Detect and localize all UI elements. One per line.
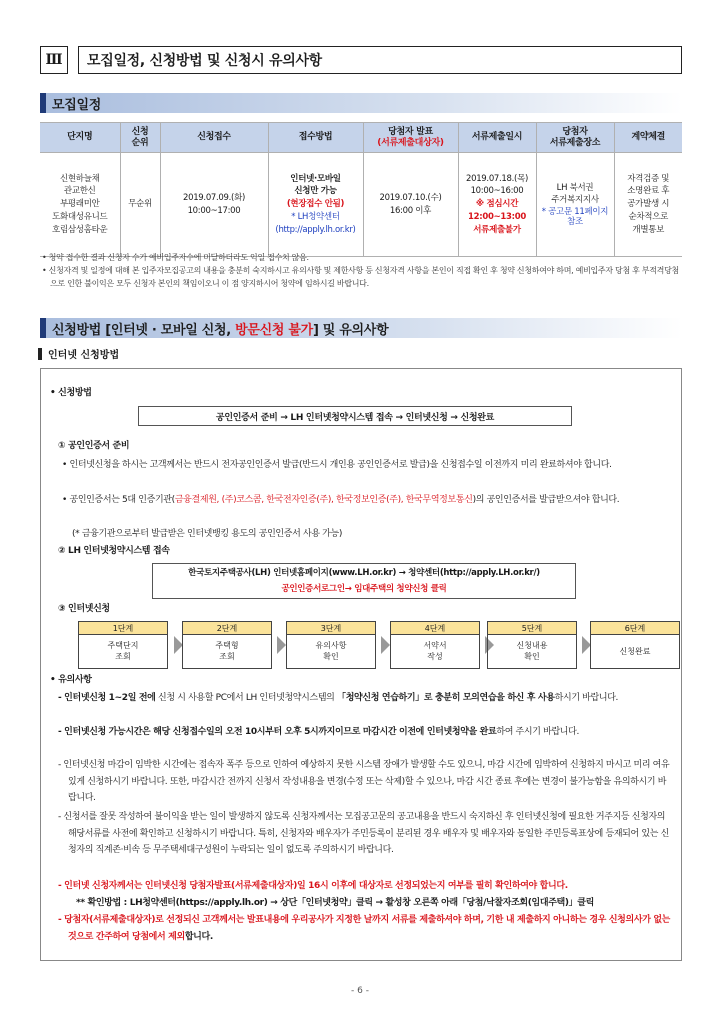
th-apply-period: 신청접수 xyxy=(160,123,268,153)
step-2 xyxy=(182,621,272,669)
online-title-text: 인터넷 신청방법 xyxy=(48,350,120,361)
th-docs-date: 서류제출일시 xyxy=(458,123,536,153)
lh-access-line2: 공인인증서로그인→ 임대주택의 청약신청 클릭 xyxy=(281,584,447,594)
method-heading xyxy=(46,319,388,338)
caution-7-red: - 당첨자(서류제출대상자)로 선정되신 고객께서는 발표내용에 우리공사가 지정한 날까지 서류를 제출하셔야 하며, 기한 내 제출하지 아니하는 경우 신청의사가 없는 것으로 간주하여 당첨에서 제외 xyxy=(58,915,671,942)
arrow-right-icon xyxy=(381,636,390,654)
step-5-body: 신청내용 확인 xyxy=(516,641,548,661)
docs-date-line3: 서류제출불가 xyxy=(473,224,521,235)
th-winner-line1: 당첨자 발표 xyxy=(388,127,433,138)
cert-para-1: • 인터넷신청을 하시는 고객께서는 반드시 전자공인인증서 발급(반드시 개인용 공인인증서로 발급)을 신청접수일 이전까지 미리 완료하셔야 합니다. xyxy=(62,460,612,470)
schedule-heading: 모집일정 xyxy=(52,97,102,113)
method-heading-part2: 방문신청 불가 xyxy=(235,322,313,338)
caution-1-bold: - 인터넷신청 1~2일 전에 xyxy=(58,693,156,703)
th-apply-method: 접수방법 xyxy=(268,123,363,153)
caution-2-bold: - 인터넷신청 가능시간은 해당 신청접수일의 오전 10시부터 오후 5시까지이므로 마감시간 이전에 인터넷청약을 완료 xyxy=(58,727,497,737)
step-6-head: 6단계 xyxy=(591,622,679,635)
step-4-body: 서약서 작성 xyxy=(423,641,447,661)
th-order: 신청 순위 xyxy=(120,123,160,153)
method-heading-bar xyxy=(40,318,682,338)
caution-1 xyxy=(58,690,674,707)
cert-para-2 xyxy=(62,492,674,509)
section-title: 모집일정, 신청방법 및 신청시 유의사항 xyxy=(78,46,682,74)
method-line2: (현장접수 안됨) xyxy=(286,199,345,210)
docs-date-line2: ※ 점심시간 12:00~13:00 xyxy=(468,199,526,222)
cell-contract: 자격검증 및 소명완료 후 공가발생 시 순차적으로 개별통보 xyxy=(614,153,682,257)
cert-p2-b: )의 공인인증서를 발급받으셔야 합니다. xyxy=(472,495,620,505)
table-row xyxy=(40,153,682,257)
step-1 xyxy=(78,621,168,669)
docs-date-line1: 2019.07.18.(목) 10:00~16:00 xyxy=(465,173,528,197)
method-line1: 인터넷·모바일 신청만 가능 xyxy=(290,173,341,197)
schedule-notes xyxy=(40,252,682,290)
method-heading-part1: 신청방법 [인터넷 · 모바일 신청, xyxy=(52,322,236,338)
th-contract: 계약체결 xyxy=(614,123,682,153)
caution-2-b: 하여 주시기 바랍니다. xyxy=(496,727,579,737)
caution-7 xyxy=(58,912,674,945)
step-5-head: 5단계 xyxy=(488,622,576,635)
apply-flow-box: 공인인증서 준비 → LH 인터넷청약시스템 접속 → 인터넷신청 → 신청완료 xyxy=(138,406,572,426)
method-heading-part3: ] 및 유의사항 xyxy=(312,322,389,338)
step-title: ③ 인터넷신청 xyxy=(58,604,110,614)
cell-docs-date xyxy=(458,153,536,257)
lh-access-box xyxy=(152,563,576,599)
step-5 xyxy=(487,621,577,669)
cell-apply-period: 2019.07.09.(화) 10:00~17:00 xyxy=(160,153,268,257)
caution-5: - 인터넷 신청자께서는 인터넷신청 당첨자발표(서류제출대상자)일 16시 이후에 대상자로 선정되었는지 여부를 필히 확인하여야 합니다. xyxy=(58,881,568,891)
cert-para-3: (* 금융기관으로부터 발급받은 인터넷뱅킹 용도의 공인인증서 사용 가능) xyxy=(72,529,343,539)
th-docs-place: 당첨자 서류제출장소 xyxy=(536,123,614,153)
online-method-title xyxy=(38,346,119,361)
cell-docs-place xyxy=(536,153,614,257)
cell-winner: 2019.07.10.(수) 16:00 이후 xyxy=(363,153,458,257)
table-header-row xyxy=(40,123,682,153)
th-complex: 단지명 xyxy=(40,123,120,153)
caution-7-b: 합니다. xyxy=(184,931,213,942)
step-3 xyxy=(286,621,376,669)
caution-3: - 인터넷신청 마감이 임박한 시간에는 접속자 폭주 등으로 인하여 예상하지 못한 시스템 장애가 발생할 수도 있으니, 마감 시간에 임박하여 신청하지 마시고 미리 여유 있게 신청하시기 바랍니다. 또한, 마감시간 전까지 신청서 작성내용을 변경(수정 또는 삭제)할 수 있으나, 마감 시간 종료 후에는 변경이 불가능함을 유의하시기 바랍니다. xyxy=(58,760,670,804)
page-number: - 6 - xyxy=(351,986,369,996)
caution-6: ** 확인방법 : LH청약센터(https://apply.lh.or) → 상단「인터넷청약」클릭 → 활성창 오른쪽 아래「당첨/낙찰자조회(임대주택)」클릭 xyxy=(76,898,594,908)
place-line2: * 공고문 11페이지 참조 xyxy=(541,207,609,228)
step-2-body: 주택형 조회 xyxy=(215,641,239,661)
th-winner xyxy=(363,123,458,153)
cert-p2-a: • 공인인증서는 5대 인증기관( xyxy=(62,495,175,505)
cert-title: ① 공인인증서 준비 xyxy=(58,441,130,451)
cell-apply-method xyxy=(268,153,363,257)
step-4 xyxy=(390,621,480,669)
cell-complex: 신현하늘채 관교한신 부평래미안 도화대성유니드 호림삼성홈타운 xyxy=(40,153,120,257)
method-line3: * LH청약센터 xyxy=(291,211,340,222)
step-6-body: 신청완료 xyxy=(619,646,651,656)
step-3-body: 유의사항 확인 xyxy=(315,641,347,661)
section-number: Ⅲ xyxy=(40,46,68,74)
cert-p2-agencies: 금융결제원, (주)코스콤, 한국전자인증(주), 한국정보인증(주), 한국무역정보통신 xyxy=(174,495,473,505)
lh-access-line1: 한국토지주택공사(LH) 인터넷홈페이지(www.LH.or.kr) → 청약센터(http://apply.LH.or.kr/) xyxy=(188,568,540,578)
note-1: • 청약 접수한 결과 신청자 수가 예비입주자수에 미달하더라도 익일 접수치 않음. xyxy=(42,253,309,262)
square-bullet-icon xyxy=(38,348,42,360)
method-line4: (http://apply.lh.or.kr) xyxy=(275,224,356,235)
arrow-right-icon xyxy=(277,636,286,654)
caution-label: • 유의사항 xyxy=(50,675,92,685)
caution-2 xyxy=(58,724,674,741)
note-2: • 신청자격 및 일정에 대해 본 입주자모집공고의 내용을 충분히 숙지하시고 유의사항 및 제한사항 등 신청자격 사항을 본인이 직접 확인 후 청약 신청하여야 하며, 예비입주자 당첨 후 부적격당첨으로 인한 불이익은 모두 신청자 본인의 책임이오니 이 점 양지하시어 청약에 임하시길 바랍니다. xyxy=(42,265,679,288)
step-1-head: 1단계 xyxy=(79,622,167,635)
step-4-head: 4단계 xyxy=(391,622,479,635)
caution-1-bold2: 「청약신청 연습하기」로 충분히 모의연습을 하신 후 사용 xyxy=(337,693,555,703)
step-6 xyxy=(590,621,680,669)
caution-1-b: 하시기 바랍니다. xyxy=(554,693,619,703)
schedule-table xyxy=(40,122,682,257)
schedule-heading-bar xyxy=(40,93,682,113)
th-winner-line2: (서류제출대상자) xyxy=(377,137,444,148)
cell-order: 무순위 xyxy=(120,153,160,257)
step-3-head: 3단계 xyxy=(287,622,375,635)
step-2-head: 2단계 xyxy=(183,622,271,635)
step-1-body: 주택단지 조회 xyxy=(107,641,139,661)
apply-method-label: • 신청방법 xyxy=(50,388,92,398)
place-line1: LH 북서권 주거복지지사 xyxy=(551,182,599,206)
caution-1-a: 신청 시 사용할 PC에서 LH 인터넷청약시스템의 xyxy=(155,693,338,703)
section-heading xyxy=(40,46,682,74)
lh-system-title: ② LH 인터넷청약시스템 접속 xyxy=(58,546,170,556)
caution-4: - 신청서를 잘못 작성하여 불이익을 받는 일이 발생하지 않도록 신청자께서는 모집공고문의 공고내용을 반드시 숙지하신 후 인터넷신청에 필요한 거주지등 신청자의 해당서류를 사전에 확인하고 신청하시기 바랍니다. 특히, 신청자와 배우자가 주민등록이 분리된 경우 배우자 및 배우자와 동일한 주민등록표상에 등재되어 있는 신청자의 직계존·비속 등 무주택세대구성원이 누락되는 일이 없도록 주의하시기 바랍니다. xyxy=(58,812,669,856)
